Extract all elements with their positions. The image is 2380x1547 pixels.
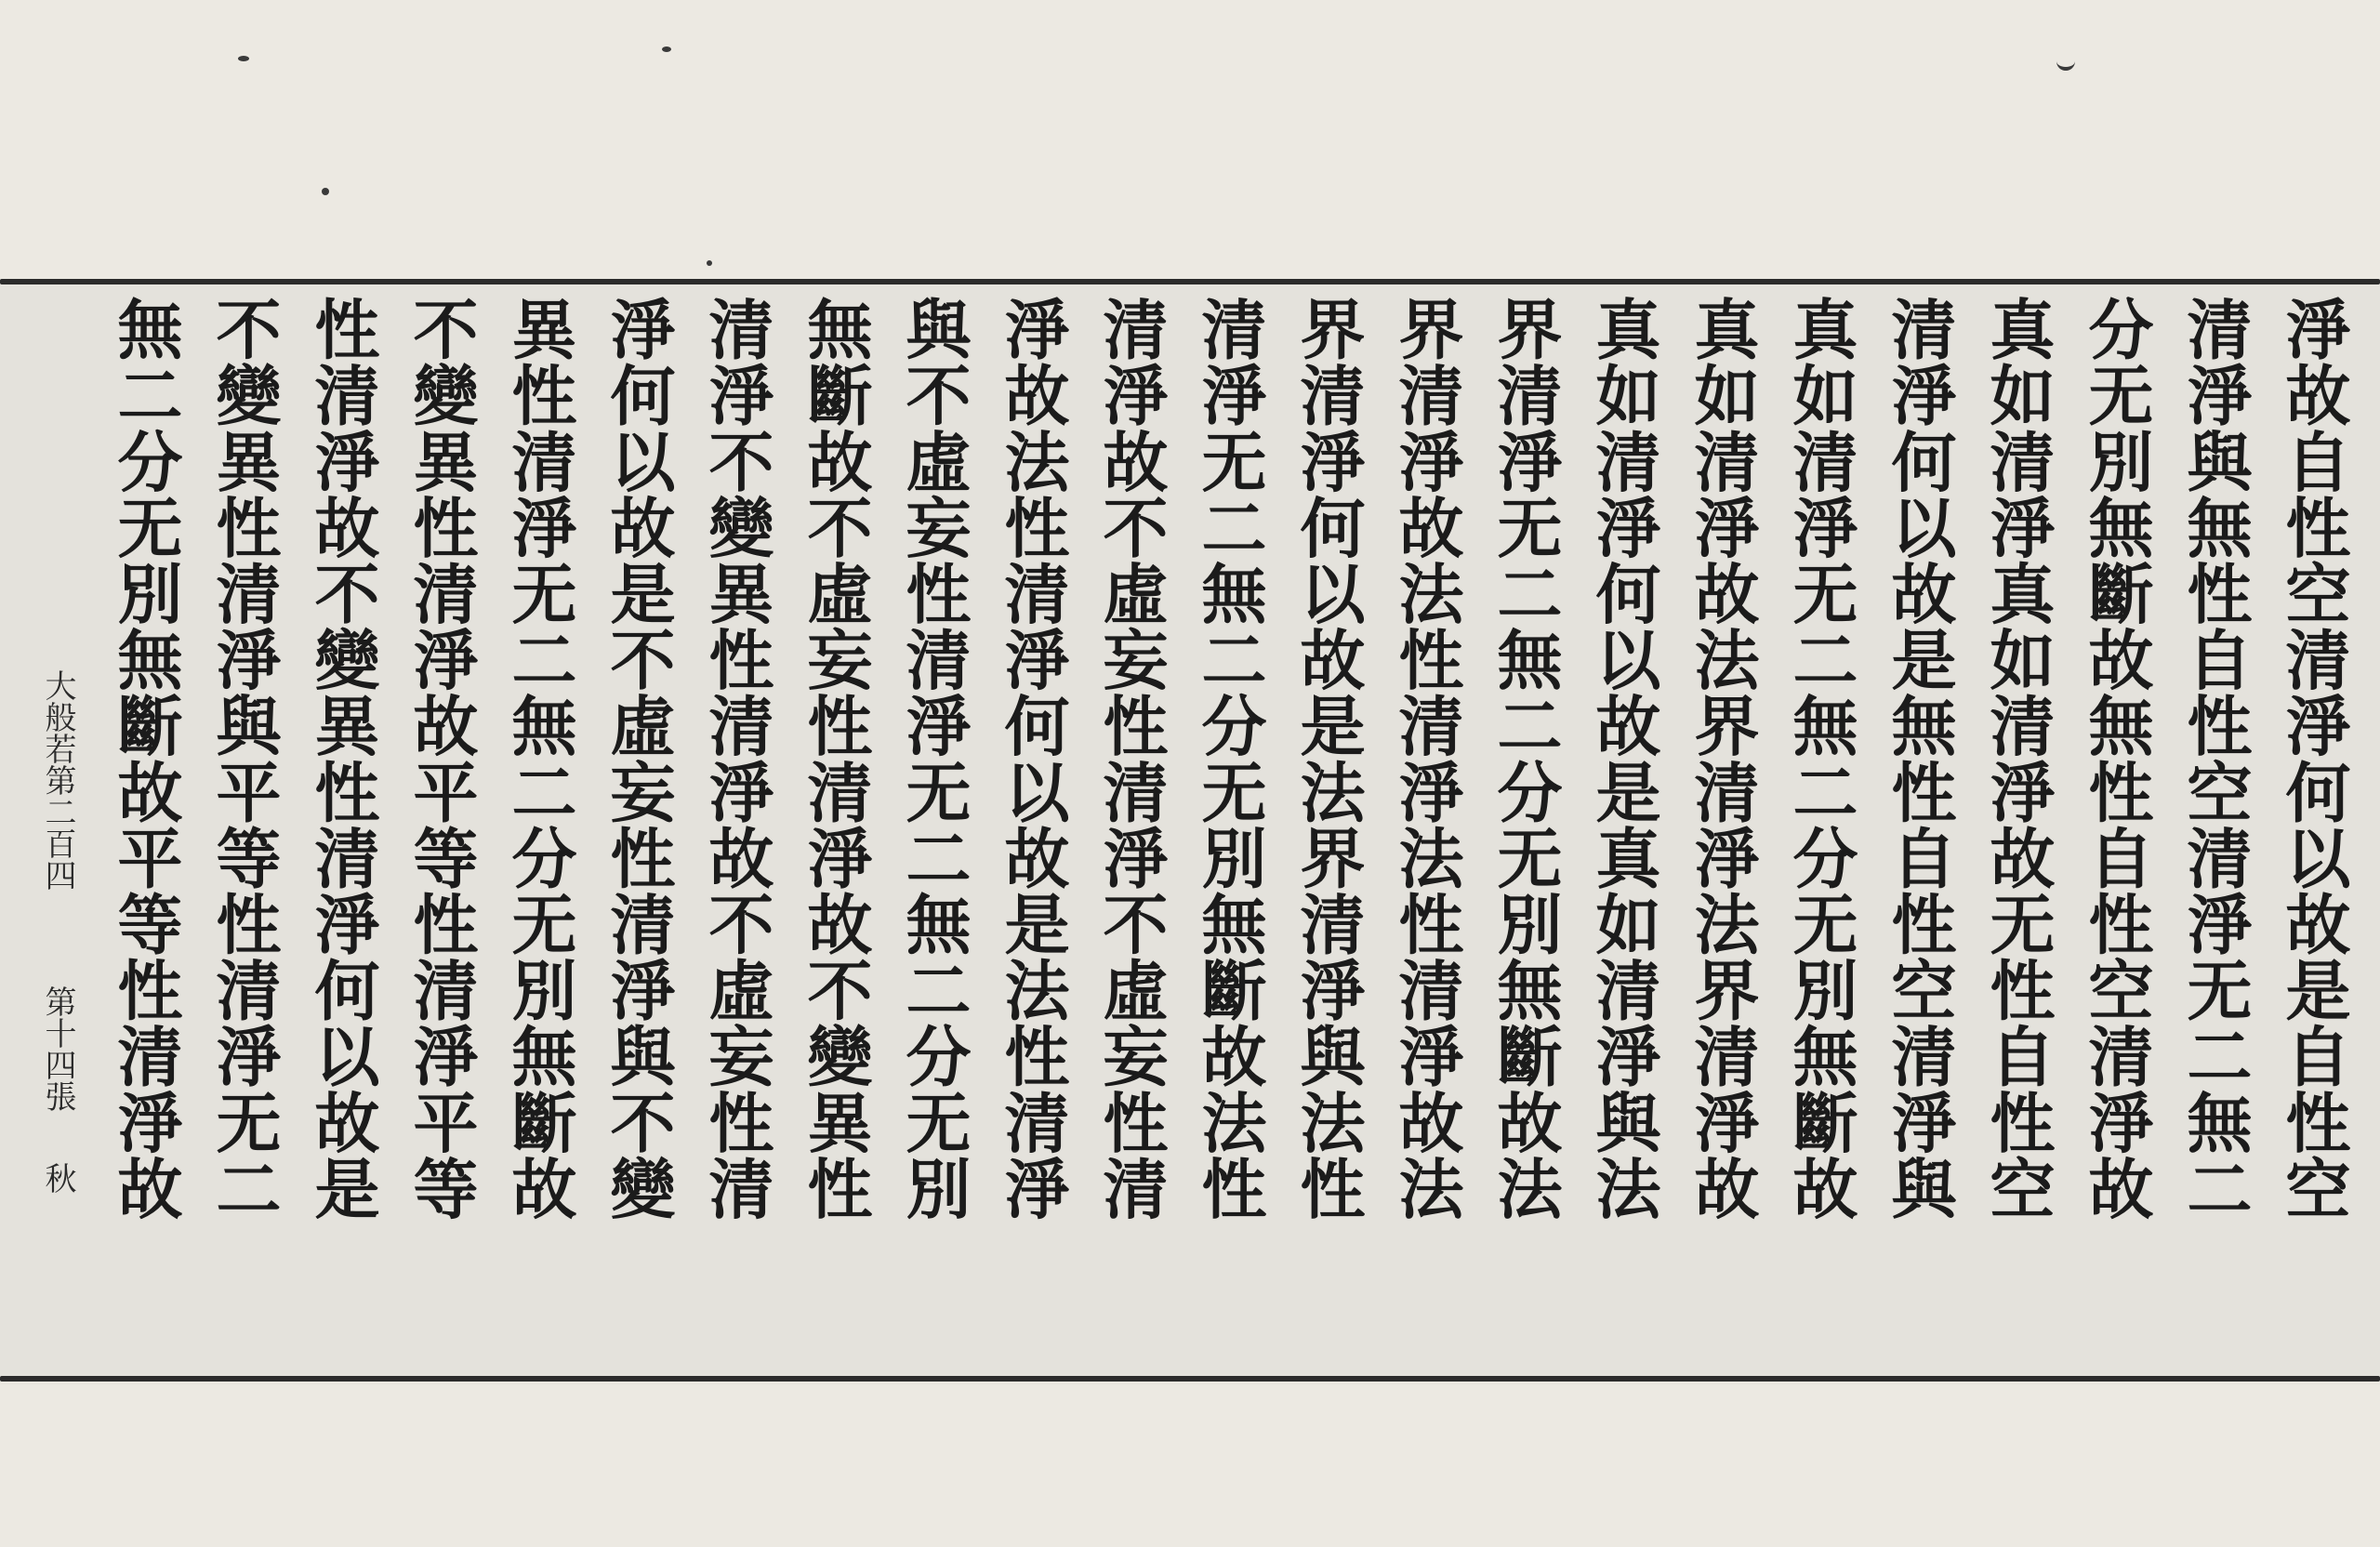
text-column: 淨故自性空清淨何以故是自性空 [2275, 296, 2352, 1222]
frame-rule-bottom [0, 1376, 2380, 1382]
text-column: 無斷故不虛妄性清淨故不變異性 [797, 296, 874, 1222]
margin-seal-character: 秋 [39, 1162, 76, 1194]
text-column: 不變異性清淨與平等性清淨无二 [205, 296, 283, 1222]
ink-speck [662, 46, 671, 52]
upper-margin [0, 0, 2380, 279]
text-column: 分无別無斷故無性自性空清淨故 [2078, 296, 2155, 1222]
text-column: 界清淨无二無二分无別無斷故法 [1487, 296, 1564, 1222]
text-column: 界清淨何以故是法界清淨與法性 [1289, 296, 1367, 1222]
text-column: 清淨故不虛妄性清淨不虛妄性清 [1092, 296, 1170, 1222]
text-column: 不變異性清淨故平等性清淨平等 [403, 296, 480, 1222]
text-column: 真如清淨故法界清淨法界清淨故 [1684, 296, 1761, 1222]
text-column: 異性清淨无二無二分无別無斷故 [501, 296, 578, 1222]
text-column: 無二分无別無斷故平等性清淨故 [107, 296, 184, 1222]
text-column: 清淨與無性自性空清淨无二無二 [2176, 296, 2254, 1222]
text-column: 淨故法性清淨何以故是法性清淨 [994, 296, 1071, 1222]
text-column: 真如清淨真如清淨故无性自性空 [1979, 296, 2056, 1222]
frame-rule-top [0, 279, 2380, 284]
ink-speck [322, 188, 329, 195]
text-column: 性清淨故不變異性清淨何以故是 [304, 296, 381, 1222]
text-column: 淨何以故是不虛妄性清淨與不變 [600, 296, 677, 1222]
text-column: 真如清淨无二無二分无別無斷故 [1782, 296, 1859, 1222]
margin-sutra-title: 大般若第二百四 [39, 669, 76, 891]
text-column: 與不虛妄性清淨无二無二分无別 [895, 296, 972, 1222]
text-column: 清淨不變異性清淨故不虛妄性清 [698, 296, 775, 1222]
margin-page-number: 第十四張 [39, 985, 76, 1112]
text-column: 真如清淨何以故是真如清淨與法 [1585, 296, 1662, 1222]
lower-margin [0, 1385, 2380, 1547]
ink-speck [238, 56, 249, 61]
text-column: 清淨无二無二分无別無斷故法性 [1191, 296, 1268, 1222]
ink-speck [707, 260, 712, 266]
text-column: 界清淨故法性清淨法性清淨故法 [1388, 296, 1465, 1222]
text-column: 清淨何以故是無性自性空清淨與 [1881, 296, 1958, 1222]
